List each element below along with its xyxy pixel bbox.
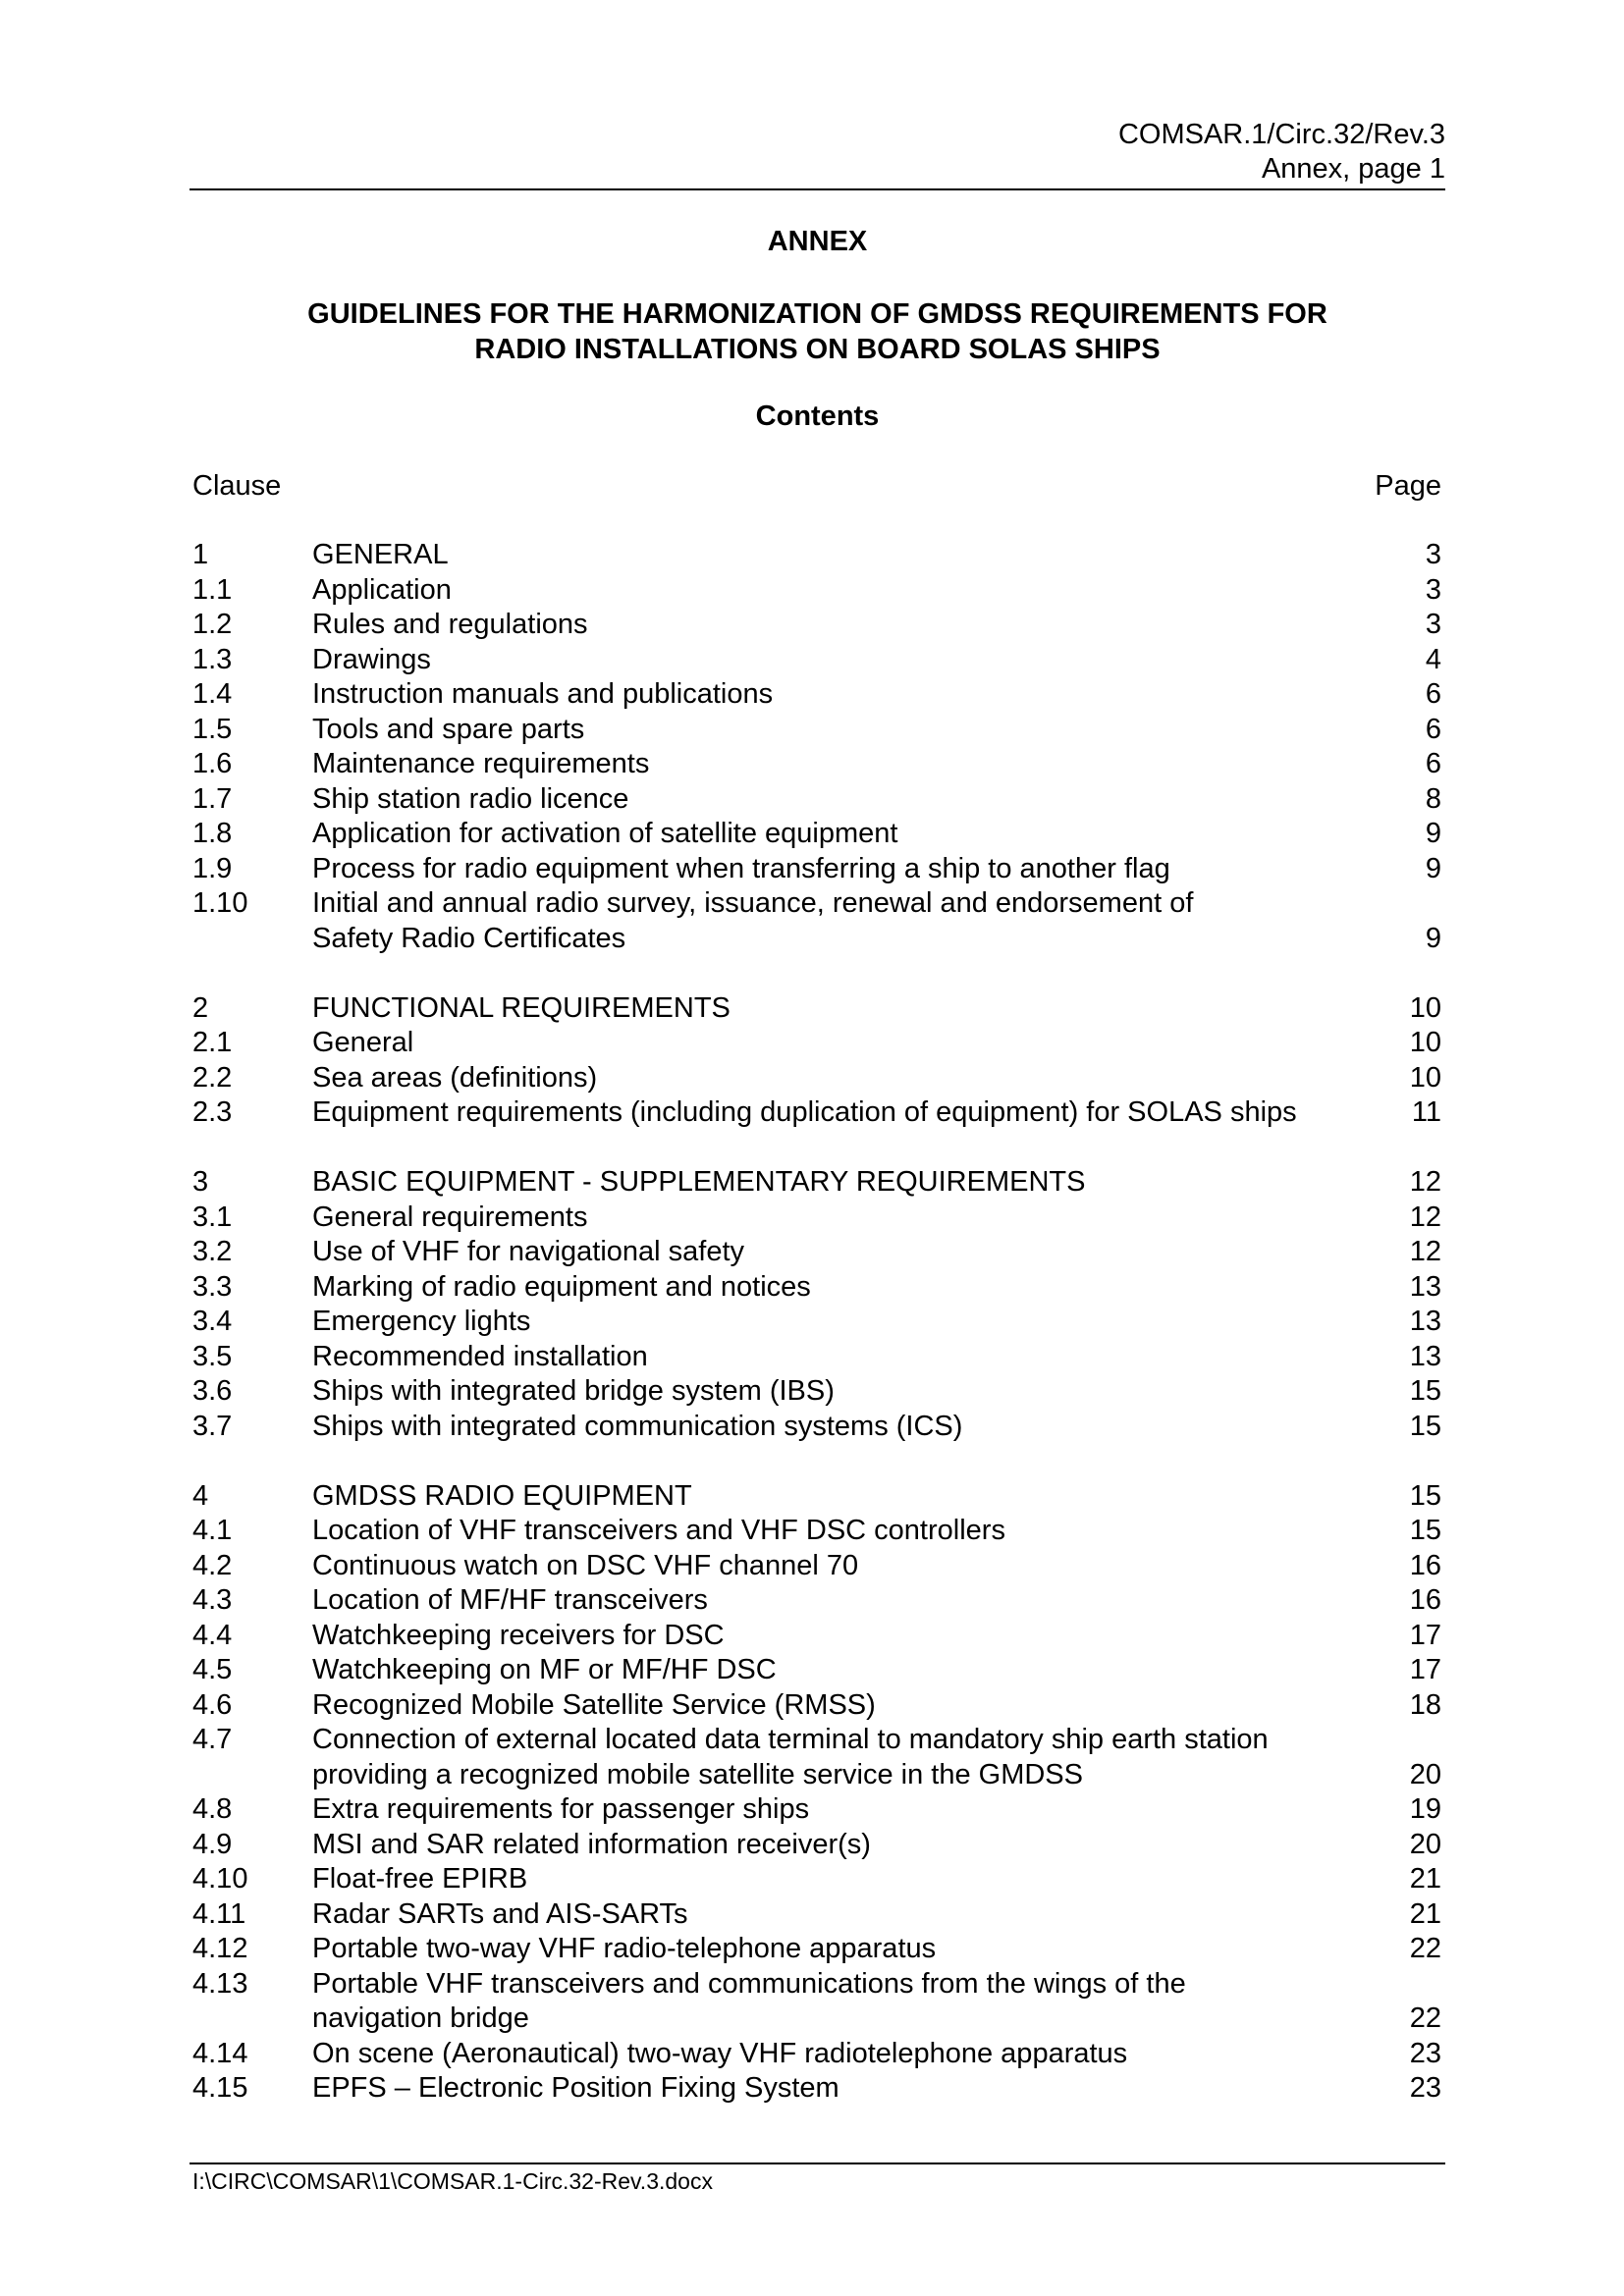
page-reference: Annex, page 1	[1261, 153, 1445, 185]
clause-number: 3.2	[192, 1236, 233, 1267]
clause-title	[312, 1235, 1382, 1270]
clause-number: 1.8	[192, 818, 233, 849]
clause-title-line: On scene (Aeronautical) two-way VHF radiotelephone apparatus	[312, 2037, 1128, 2069]
toc-entry	[192, 538, 1441, 573]
page-number: 12	[1409, 1236, 1441, 1267]
page-number: 13	[1409, 1340, 1441, 1372]
clause-title	[312, 1165, 1382, 1201]
clause-number: 4.10	[192, 1863, 248, 1895]
clause-title	[312, 747, 1382, 782]
toc-entry	[192, 1653, 1441, 1688]
footer-divider	[189, 2163, 1445, 2164]
page-number: 22	[1409, 2002, 1441, 2034]
page-number: 17	[1409, 1619, 1441, 1651]
footer-file-path: I:\CIRC\COMSAR\1\COMSAR.1-Circ.32-Rev.3.docx	[192, 2168, 713, 2194]
clause-title	[312, 1201, 1382, 1236]
clause-number: 4.9	[192, 1828, 233, 1860]
clause-number: 1.1	[192, 573, 233, 606]
clause-title-line: providing a recognized mobile satellite service in the GMDSS	[312, 1758, 1083, 1790]
document-title-line-1: GUIDELINES FOR THE HARMONIZATION OF GMDSS REQUIREMENTS FOR	[307, 298, 1327, 330]
clause-title-line: Location of MF/HF transceivers	[312, 1584, 708, 1616]
page-number: 21	[1409, 1897, 1441, 1930]
clause-title	[312, 643, 1382, 678]
page-number: 15	[1409, 1479, 1441, 1512]
clause-number: 1.7	[192, 782, 233, 815]
clause-title-line: Tools and spare parts	[312, 713, 585, 745]
annex-title: ANNEX	[767, 226, 868, 257]
page-number: 6	[1425, 678, 1441, 710]
page-number: 23	[1409, 2072, 1441, 2104]
page-number: 15	[1409, 1410, 1441, 1442]
clause-title-line: General	[312, 1027, 414, 1058]
clause-title	[312, 1026, 1382, 1061]
clause-title	[312, 1862, 1382, 1897]
clause-number: 4	[192, 1479, 209, 1512]
clause-number: 4.13	[192, 1967, 248, 2000]
page-number: 10	[1409, 991, 1441, 1024]
clause-title-line: Portable VHF transceivers and communications from the wings of the	[312, 1967, 1186, 2000]
clause-number: 1.6	[192, 748, 233, 779]
toc-entry	[192, 677, 1441, 713]
toc-section	[192, 1479, 1441, 2107]
clause-title-line: Process for radio equipment when transferring a ship to another flag	[312, 852, 1170, 884]
page-number: 11	[1411, 1096, 1441, 1128]
clause-title	[312, 1583, 1382, 1619]
clause-number: 3.4	[192, 1306, 233, 1337]
clause-title-line: Sea areas (definitions)	[312, 1061, 598, 1094]
clause-number: 1	[192, 539, 209, 570]
clause-title-line: Watchkeeping receivers for DSC	[312, 1619, 725, 1651]
clause-title-line: Drawings	[312, 643, 431, 675]
clause-title-line: FUNCTIONAL REQUIREMENTS	[312, 991, 731, 1024]
clause-title-line: navigation bridge	[312, 2002, 529, 2034]
toc-entry	[192, 1305, 1441, 1340]
page-number: 10	[1409, 1061, 1441, 1094]
page-number: 13	[1409, 1306, 1441, 1337]
toc-entry	[192, 573, 1441, 609]
clause-title-line: Marking of radio equipment and notices	[312, 1270, 811, 1303]
clause-title	[312, 817, 1382, 852]
clause-title-line: Radar SARTs and AIS-SARTs	[312, 1897, 688, 1930]
clause-number: 4.4	[192, 1619, 233, 1651]
toc-entry	[192, 1270, 1441, 1306]
page-number: 3	[1425, 609, 1441, 640]
clause-title	[312, 1792, 1382, 1828]
contents-heading: Contents	[755, 400, 880, 432]
clause-title	[312, 1828, 1382, 1863]
clause-number: 3.7	[192, 1410, 233, 1442]
page-number: 16	[1409, 1549, 1441, 1581]
page-number: 9	[1425, 852, 1441, 884]
page-number: 6	[1425, 748, 1441, 779]
clause-number: 1.3	[192, 643, 233, 675]
toc-entry	[192, 1828, 1441, 1863]
page-number: 10	[1409, 1027, 1441, 1058]
clause-number: 2.1	[192, 1027, 233, 1058]
clause-title	[312, 538, 1382, 573]
clause-title-line: MSI and SAR related information receiver(s)	[312, 1828, 871, 1860]
page-number: 9	[1425, 922, 1441, 954]
page-number: 3	[1425, 539, 1441, 570]
page-number: 15	[1409, 1375, 1441, 1407]
clause-number: 3	[192, 1166, 209, 1198]
page-number: 20	[1409, 1758, 1441, 1790]
clause-title-line: BASIC EQUIPMENT - SUPPLEMENTARY REQUIREMENTS	[312, 1166, 1086, 1198]
page-number: 15	[1409, 1515, 1441, 1546]
clause-title	[312, 1897, 1382, 1933]
clause-number: 1.4	[192, 678, 233, 710]
clause-title	[312, 1095, 1382, 1131]
clause-title	[312, 1340, 1382, 1375]
clause-title-line: Emergency lights	[312, 1306, 531, 1337]
clause-title	[312, 1305, 1382, 1340]
clause-number: 4.6	[192, 1688, 233, 1721]
clause-title-line: Location of VHF transceivers and VHF DSC controllers	[312, 1515, 1005, 1546]
toc-entry	[192, 1862, 1441, 1897]
clause-title	[312, 886, 1382, 956]
page-number: 3	[1425, 573, 1441, 606]
clause-title	[312, 2037, 1382, 2072]
clause-number: 4.5	[192, 1654, 233, 1685]
clause-number: 1.2	[192, 609, 233, 640]
toc-entry	[192, 1235, 1441, 1270]
clause-title-line: GENERAL	[312, 539, 449, 570]
clause-title-line: Continuous watch on DSC VHF channel 70	[312, 1549, 859, 1581]
toc-entry	[192, 1410, 1441, 1445]
clause-title-line: Initial and annual radio survey, issuance, renewal and endorsement of	[312, 887, 1194, 919]
toc-entry	[192, 2071, 1441, 2107]
toc-entry	[192, 1792, 1441, 1828]
page-number: 13	[1409, 1270, 1441, 1303]
toc-entry	[192, 1897, 1441, 1933]
page-number: 12	[1409, 1201, 1441, 1233]
clause-title-line: General requirements	[312, 1201, 588, 1233]
clause-title-line: Recommended installation	[312, 1340, 648, 1372]
toc-entry	[192, 1095, 1441, 1131]
clause-number: 4.2	[192, 1549, 233, 1581]
clause-number: 4.11	[192, 1897, 246, 1930]
page-number: 6	[1425, 713, 1441, 745]
toc-entry	[192, 1549, 1441, 1584]
clause-title-line: EPFS – Electronic Position Fixing System	[312, 2072, 839, 2104]
clause-number: 2.2	[192, 1061, 233, 1094]
clause-title	[312, 677, 1382, 713]
clause-title-line: Ships with integrated bridge system (IBS)	[312, 1375, 835, 1407]
toc-entry	[192, 747, 1441, 782]
clause-title-line: Maintenance requirements	[312, 748, 650, 779]
clause-title	[312, 1688, 1382, 1724]
toc-entry	[192, 852, 1441, 887]
clause-title-line: Safety Radio Certificates	[312, 922, 626, 954]
clause-title-line: Connection of external located data terminal to mandatory ship earth station	[312, 1724, 1269, 1755]
clause-title-line: Float-free EPIRB	[312, 1863, 528, 1895]
document-title	[189, 296, 1445, 367]
page-column-header: Page	[1375, 470, 1441, 502]
clause-number: 3.1	[192, 1201, 233, 1233]
toc-entry	[192, 1583, 1441, 1619]
page-number: 8	[1425, 782, 1441, 815]
toc-entry	[192, 1201, 1441, 1236]
clause-number: 4.14	[192, 2037, 248, 2069]
clause-title	[312, 1967, 1382, 2037]
clause-title	[312, 991, 1382, 1027]
clause-title-line: Application for activation of satellite equipment	[312, 818, 898, 849]
clause-number: 4.3	[192, 1584, 233, 1616]
document-reference: COMSAR.1/Circ.32/Rev.3	[1117, 119, 1445, 150]
toc-entry	[192, 886, 1441, 956]
page-number: 4	[1425, 643, 1441, 675]
clause-title	[312, 573, 1382, 609]
clause-title	[312, 1479, 1382, 1515]
toc-section	[192, 991, 1441, 1131]
clause-title	[312, 1514, 1382, 1549]
page-number: 23	[1409, 2037, 1441, 2069]
clause-title	[312, 2071, 1382, 2107]
clause-title-line: Extra requirements for passenger ships	[312, 1793, 810, 1825]
clause-title-line: Ships with integrated communication systems (ICS)	[312, 1410, 963, 1442]
clause-column-header: Clause	[192, 470, 282, 502]
clause-title	[312, 713, 1382, 748]
page-number: 22	[1409, 1933, 1441, 1964]
toc-entry	[192, 1619, 1441, 1654]
clause-title-line: Application	[312, 573, 452, 606]
clause-title	[312, 1374, 1382, 1410]
toc-section	[192, 1165, 1441, 1444]
clause-title-line: Rules and regulations	[312, 609, 588, 640]
clause-title	[312, 1549, 1382, 1584]
page-number: 12	[1409, 1166, 1441, 1198]
clause-number: 3.5	[192, 1340, 233, 1372]
clause-title-line: Use of VHF for navigational safety	[312, 1236, 745, 1267]
clause-number: 4.8	[192, 1793, 233, 1825]
toc-entry	[192, 991, 1441, 1027]
clause-number: 3.6	[192, 1375, 233, 1407]
clause-number: 2.3	[192, 1096, 233, 1128]
clause-title	[312, 1270, 1382, 1306]
toc-entry	[192, 1967, 1441, 2037]
clause-number: 3.3	[192, 1270, 233, 1303]
toc-entry	[192, 1514, 1441, 1549]
toc-entry	[192, 713, 1441, 748]
toc-entry	[192, 1479, 1441, 1515]
clause-title-line: Portable two-way VHF radio-telephone apparatus	[312, 1933, 937, 1964]
clause-title-line: Ship station radio licence	[312, 782, 629, 815]
page-number: 19	[1409, 1793, 1441, 1825]
clause-title	[312, 1410, 1382, 1445]
clause-number: 4.1	[192, 1515, 233, 1546]
clause-title	[312, 852, 1382, 887]
page-number: 20	[1409, 1828, 1441, 1860]
clause-title	[312, 1653, 1382, 1688]
toc-entry	[192, 643, 1441, 678]
clause-title	[312, 608, 1382, 643]
clause-number: 4.12	[192, 1933, 248, 1964]
clause-number: 1.5	[192, 713, 233, 745]
clause-title-line: GMDSS RADIO EQUIPMENT	[312, 1479, 692, 1512]
toc-entry	[192, 782, 1441, 818]
clause-title	[312, 782, 1382, 818]
clause-number: 2	[192, 991, 209, 1024]
toc-entry	[192, 1061, 1441, 1096]
toc-entry	[192, 1374, 1441, 1410]
page-header	[189, 118, 1445, 187]
toc-entry	[192, 1723, 1441, 1792]
toc-entry	[192, 1688, 1441, 1724]
clause-title-line: Instruction manuals and publications	[312, 678, 774, 710]
page-number: 21	[1409, 1863, 1441, 1895]
page-number: 17	[1409, 1654, 1441, 1685]
clause-title-line: Recognized Mobile Satellite Service (RMSS)	[312, 1688, 876, 1721]
clause-title-line: Watchkeeping on MF or MF/HF DSC	[312, 1654, 777, 1685]
document-title-line-2: RADIO INSTALLATIONS ON BOARD SOLAS SHIPS	[474, 334, 1161, 365]
page-number: 16	[1409, 1584, 1441, 1616]
toc-entry	[192, 2037, 1441, 2072]
toc-entry	[192, 608, 1441, 643]
clause-title	[312, 1619, 1382, 1654]
clause-title	[312, 1061, 1382, 1096]
toc-entry	[192, 1026, 1441, 1061]
clause-number: 1.10	[192, 887, 248, 919]
toc-entry	[192, 1165, 1441, 1201]
toc-section	[192, 538, 1441, 956]
clause-number: 4.7	[192, 1724, 233, 1755]
page-number: 18	[1409, 1688, 1441, 1721]
table-of-contents	[192, 538, 1441, 2141]
clause-title-line: Equipment requirements (including duplication of equipment) for SOLAS ships	[312, 1096, 1297, 1128]
toc-entry	[192, 1932, 1441, 1967]
clause-number: 4.15	[192, 2072, 248, 2104]
toc-entry	[192, 817, 1441, 852]
clause-title	[312, 1723, 1382, 1792]
header-divider	[189, 188, 1445, 190]
page-number: 9	[1425, 818, 1441, 849]
toc-entry	[192, 1340, 1441, 1375]
clause-title	[312, 1932, 1382, 1967]
clause-number: 1.9	[192, 852, 233, 884]
